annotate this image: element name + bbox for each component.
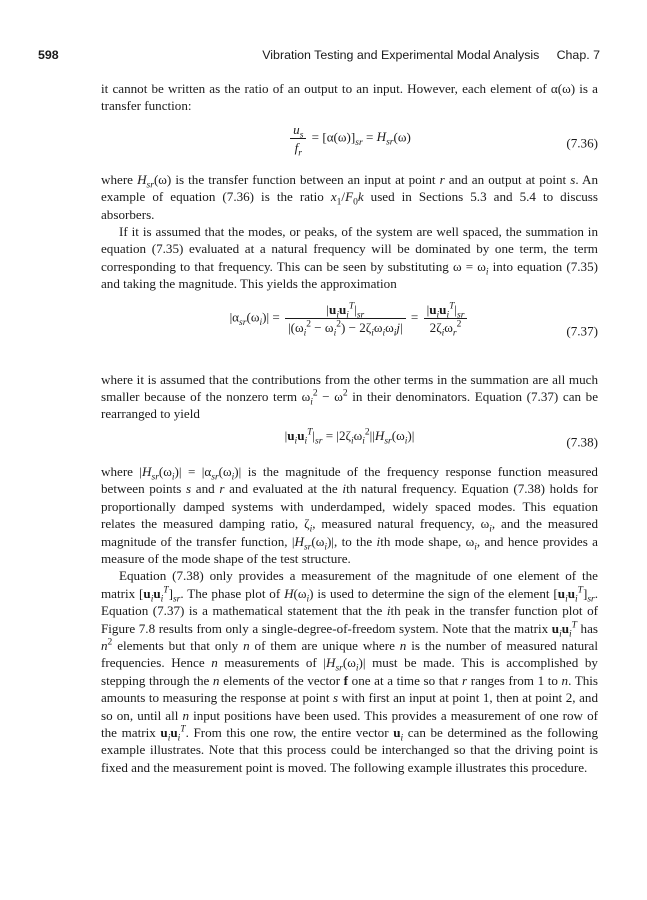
page-number: 598: [38, 48, 59, 62]
paragraph-well-spaced-modes: If it is assumed that the modes, or peaks, of the system are well spaced, the summation in equation (7.35) evaluated at a natural frequency will be dominated by one term, the term corresponding to that frequency. This can be seen by substituting $\omega = \omega_i$ into equation (7.35) and taking the magnitude. This yields the approximation: [101, 224, 598, 292]
equation-number: (7.38): [566, 434, 598, 450]
equation-7-37: $|\alpha_{sr}(\omega_i)|$ = $|u_iu_i^T|_{sr}$ $|(\omega_i^2 - \omega_i^2) - 2\zeta_i\omega_i\omega_ij|$ = $|u_iu_i^T|_{sr}$ $2\zeta_i\omega_r^2$ (7.37): [229, 301, 598, 339]
paragraph-magnitude-relation: where $|H_{sr}(\omega_i)| = |\alpha_{sr}(\omega_i)|$ is the magnitude of the frequency response function measured between points s and r and evaluated at the ith natural frequency. Equation (7.38) holds for proportionally damped systems with underdamped, widely spaced modes. This equation relates the measured damping ratio, $\zeta_i$, measured natural frequency, $\omega_i$, and the measured magnitude of the transfer function, $|H_{sr}(\omega_i)|$, to the ith mode shape, $\omega_i$, and hence provides a measure of the mode shape of the test structure.: [101, 463, 599, 566]
paragraph-contributions: where it is assumed that the contributions from the other terms in the summation are all much smaller because of the nonzero term $\omega_i^2 - \omega^2$ in their denominators. Equation (7.37) can be rearranged to yield: [101, 371, 599, 422]
paragraph-transfer-definition: where $H_{sr}(\omega)$ is the transfer function between an input at point r and an output at point s. An example of equation (7.36) is the ratio $x_1/F_0k$ used in Sections 5.3 and 5.4 to discuss absorbers.: [101, 171, 599, 222]
page-body: [101, 80, 598, 776]
equation-7-36: $\frac{u_s}{f_r}$ = $[\alpha(\omega)]_{sr} = H_{sr}(\omega)$ (7.36): [101, 121, 598, 165]
equation-number: (7.36): [566, 135, 598, 151]
running-header: [38, 48, 600, 70]
paragraph-intro: it cannot be written as the ratio of an output to an input. However, each element of α(ω) is a transfer function:: [101, 81, 598, 114]
equation-7-38: $|u_iu_i^T|_{sr} = |2\zeta_i\omega_i^2||H_{sr}(\omega_i)|$ (7.38): [284, 427, 598, 450]
equation-number: (7.37): [566, 322, 598, 338]
running-title: Vibration Testing and Experimental Modal Analysis Chap. 7: [262, 48, 600, 62]
paragraph-measurement-procedure: Equation (7.38) only provides a measurement of the magnitude of one element of the matrix $[u_iu_i^T]_{sr}$. The phase plot of $H(\omega_i)$ is used to determine the sign of the element $[u_iu_i^T]_{sr}$. Equation (7.37) is a mathematical statement that the ith peak in the transfer function plot of Figure 7.8 results from only a single-degree-of-freedom system. Note that the matrix $u_iu_i^T$ has $n^2$ elements but that only n of them are unique where n is the number of measured natural frequencies. Hence n measurements of $|H_{sr}(\omega_i)|$ must be made. This is accomplished by stepping through the n elements of the vector f one at a time so that r ranges from 1 to n. This amounts to measuring the response at point s with first an input at point 1, then at point 2, and so on, until all n input positions have been used. This provides a measurement of one row of the matrix $u_iu_i^T$. From this one row, the entire vector $u_i$ can be determined as the following example illustrates. Note that this process could be interchanged so that the driving point is fixed and the measurement point is moved. The following example illustrates this procedure.: [101, 568, 598, 775]
